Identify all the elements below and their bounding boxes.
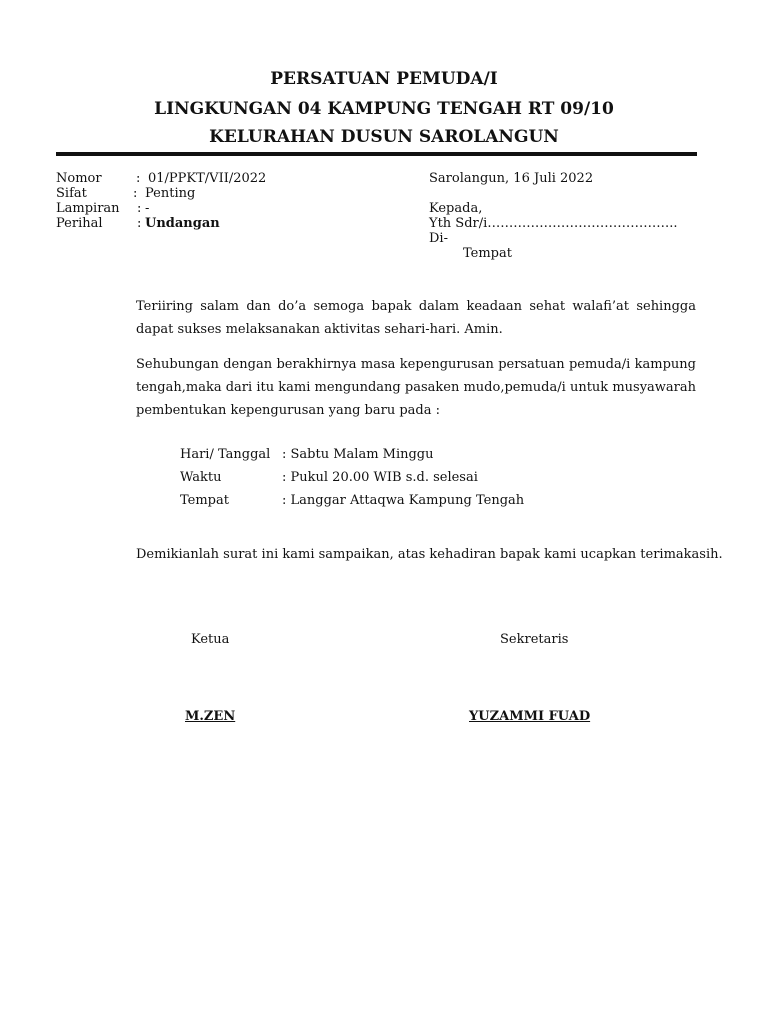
signature-left-name: M.ZEN (185, 709, 236, 724)
nomor-label: Nomor (56, 171, 102, 186)
nomor-value: 01/PPKT/VII/2022 (148, 171, 267, 186)
recipient-yth (429, 216, 678, 232)
detail-row-time (180, 470, 478, 485)
detail-row-place (180, 493, 524, 508)
place-date: Sarolangun, 16 Juli 2022 (429, 171, 594, 186)
recipient-di: Di- (429, 231, 448, 246)
lampiran-value: - (145, 201, 150, 216)
org-kelurahan: KELURAHAN DUSUN SAROLANGUN (209, 127, 559, 147)
signature-right-title: Sekretaris (500, 632, 569, 647)
perihal-label: Perihal (56, 216, 103, 231)
org-lingkungan: LINGKUNGAN 04 KAMPUNG TENGAH RT 09/10 (154, 99, 614, 119)
perihal-sep: : (137, 216, 142, 231)
letterhead-divider (56, 152, 697, 156)
recipient-yth-dots: …………………………………….. (487, 216, 678, 231)
signature-left-title: Ketua (191, 632, 230, 647)
nomor-sep: : (136, 171, 141, 186)
recipient-yth-prefix: Yth Sdr/i (429, 216, 488, 231)
lampiran-label: Lampiran (56, 201, 120, 216)
recipient-tempat: Tempat (463, 246, 512, 261)
sifat-sep: : (133, 186, 138, 201)
sifat-label: Sifat (56, 186, 87, 201)
org-name: PERSATUAN PEMUDA/I (270, 69, 498, 89)
detail-value: : Pukul 20.00 WIB s.d. selesai (282, 470, 478, 485)
closing-paragraph: Demikianlah surat ini kami sampaikan, atas kehadiran bapak kami ucapkan terimakasih. (136, 547, 723, 562)
opening-paragraph: Teriiring salam dan do’a semoga bapak dalam keadaan sehat walafi’at sehingga dapat sukses melaksanakan aktivitas sehari-hari. Amin. (136, 299, 696, 337)
sifat-value: Penting (145, 186, 196, 201)
detail-label: Hari/ Tanggal (180, 447, 271, 462)
detail-label: Waktu (180, 470, 222, 485)
lampiran-sep: : (137, 201, 142, 216)
detail-row-date (180, 447, 434, 462)
signature-right-name: YUZAMMI FUAD (469, 709, 591, 724)
detail-value: : Langgar Attaqwa Kampung Tengah (282, 493, 525, 508)
detail-value: : Sabtu Malam Minggu (282, 447, 434, 462)
invitation-paragraph: Sehubungan dengan berakhirnya masa kepengurusan persatuan pemuda/i kampung tengah,maka dari itu kami mengundang pasaken mudo,pemuda/i untuk musyawarah pembentukan kepengurusan yang baru pada : (136, 357, 696, 418)
perihal-value: Undangan (145, 216, 220, 231)
detail-label: Tempat (180, 493, 229, 508)
recipient-kepada: Kepada, (429, 201, 483, 216)
